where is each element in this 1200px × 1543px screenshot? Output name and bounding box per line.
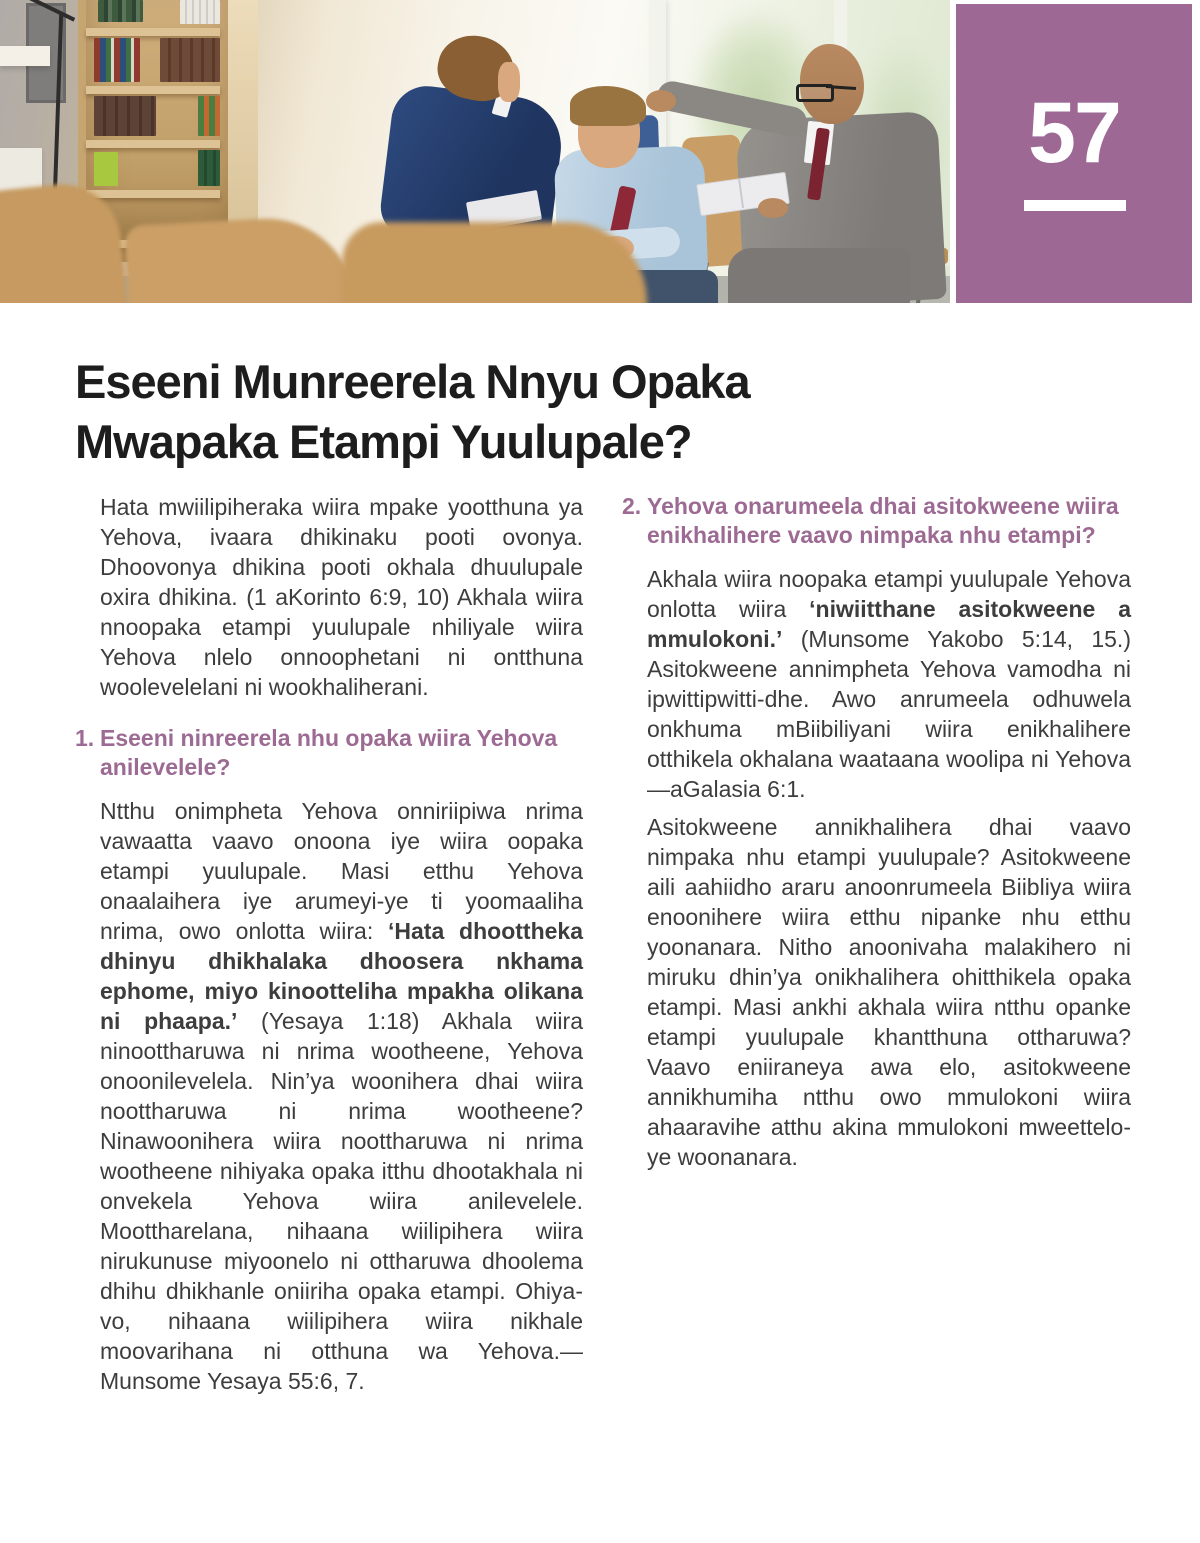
right-column	[622, 492, 1131, 1172]
question-1-heading-text: Eseeni ninreerela nhu opaka wiira Yehova anilevelele?	[100, 725, 558, 780]
question-1-number: 1.	[75, 725, 95, 751]
wood-pillar-shape	[228, 0, 258, 242]
lesson-number-block	[956, 4, 1192, 303]
page-title	[75, 352, 885, 472]
page-title-line1: Eseeni Munreerela Nnyu Opaka	[75, 355, 750, 408]
question-2-paragraph-1	[647, 564, 1131, 804]
intro-paragraph: Hata mwiilipiheraka wiira mpake yootthuna ya Yehova, ivaara dhikinaku pooti ovonya. Dhoovonya dhikina pooti okhala dhuulupale oxira dhikina. (1 aKorinto 6:9, 10) Akhala wiira nnoopaka etampi yuulupale nhiliyale wiira Yehova nlelo onnoophetani ni ontthuna woolevelelani ni wookhaliherani.	[100, 494, 583, 700]
books-row	[94, 96, 156, 136]
question-2-body	[622, 564, 1131, 1172]
question-2-heading-text: Yehova onarumeela dhai asitokweene wiira enikhalihere vaavo nimpaka nhu etampi?	[647, 493, 1119, 548]
wall-shelf-shape	[0, 46, 50, 66]
lesson-number: 57	[1028, 85, 1120, 181]
books-row	[180, 0, 220, 24]
body-text: Ntthu onimpheta Yehova onniriipiwa nrima vawaatta vaavo onoona iye wiira oopaka etampi yuulupale. Masi etthu Yehova onaalaihera iye arumeyi-ye ti yoomaaliha nrima, owo onlotta wiira:	[100, 798, 583, 944]
question-2-heading	[622, 492, 1131, 550]
books-row	[98, 0, 143, 22]
man-right-legs	[728, 248, 910, 303]
books-row	[198, 96, 220, 136]
lesson-number-underline	[1024, 200, 1126, 211]
body-text: (Munsome Yakobo 5:14, 15.) Asitokweene annimpheta Yehova vamodha ni ipwittipwitti-dhe. Awo anrumeela odhuwela onkhuma mBiibiliyani wiira enikhalihere otthikela okhalana waataana woolipa ni Yehova—aGalasia 6:1.	[647, 626, 1131, 802]
books-row	[160, 38, 220, 82]
body-text: (Yesaya 1:18) Akhala wiira ninoottharuwa ni nrima wootheene, Yehova onoonilevelela. Nin’ya woonihera dhai wiira noottharuwa ni nrima wootheene? Ninawoonihera wiira noottharuwa ni nrima wootheene nihiyaka opaka itthu dhootakhala ni onvekela Yehova wiira anilevelele. Moottharelana, nihaana wiilipihera wiira nirukunuse miyoonelo ni ottharuwa dhoolema dhihu dhikhanle oniiriha opaka etampi. Ohiya-vo, nihaana wiilipihera wiira nikhale moovarihana ni otthuna wa Yehova.—Munsome Yesaya 55:6, 7.	[100, 1008, 583, 1394]
shelf-bar	[86, 190, 220, 198]
man-right-hand	[646, 90, 676, 112]
question-2-paragraph-2: Asitokweene annikhalihera dhai vaavo nimpaka nhu etampi yuulupale? Asitokweene aili aahiidho araru anoonrumeela Biibliya wiira enoonihere wiira etthu nipanke nhu etthu yoonanara. Nitho anoonivaha malakihero ni miruku dhin’ya onikhalihera ohitthikela opaka etampi. Masi ankhi akhala wiira ntthu opanke etampi yuulupale khantthuna ottharuwa? Vaavo eniiraneya awa elo, asitokweene annikhumiha ntthu owo mmulokoni wiira ahaaravihe atthu akina mmulokoni mweettelo-ye woonanara.	[647, 814, 1131, 1170]
scripture-quote: ‘Hata dhoottheka dhinyu dhikhalaka dhoosera nkhama ephome, miyo kinootteliha mpakha olikana ni phaapa.’	[100, 918, 583, 1034]
foreground-chair-blur	[124, 214, 357, 303]
question-1-heading	[75, 724, 583, 782]
body-text: Akhala wiira noopaka etampi yuulupale Yehova onlotta wiira	[647, 566, 1131, 622]
man-right-hand	[758, 198, 788, 218]
page-title-line2: Mwapaka Etampi Yuulupale?	[75, 415, 692, 468]
man-left-face	[498, 62, 520, 102]
question-2-number: 2.	[622, 493, 642, 519]
scripture-quote: ‘niwiitthane asitokweene a mmulokoni.’	[647, 596, 1131, 652]
question-1-body	[75, 796, 583, 1396]
books-row	[94, 152, 118, 186]
question-1-paragraph	[100, 796, 583, 1396]
header-photo	[0, 0, 950, 303]
books-row	[94, 38, 140, 82]
man-middle-hair	[570, 86, 646, 126]
books-row	[198, 150, 220, 186]
shelf-bar	[86, 86, 220, 94]
foreground-chair-blur	[342, 222, 647, 303]
shelf-bar	[86, 140, 220, 148]
shelf-bar	[86, 28, 220, 36]
left-column	[75, 492, 583, 1396]
